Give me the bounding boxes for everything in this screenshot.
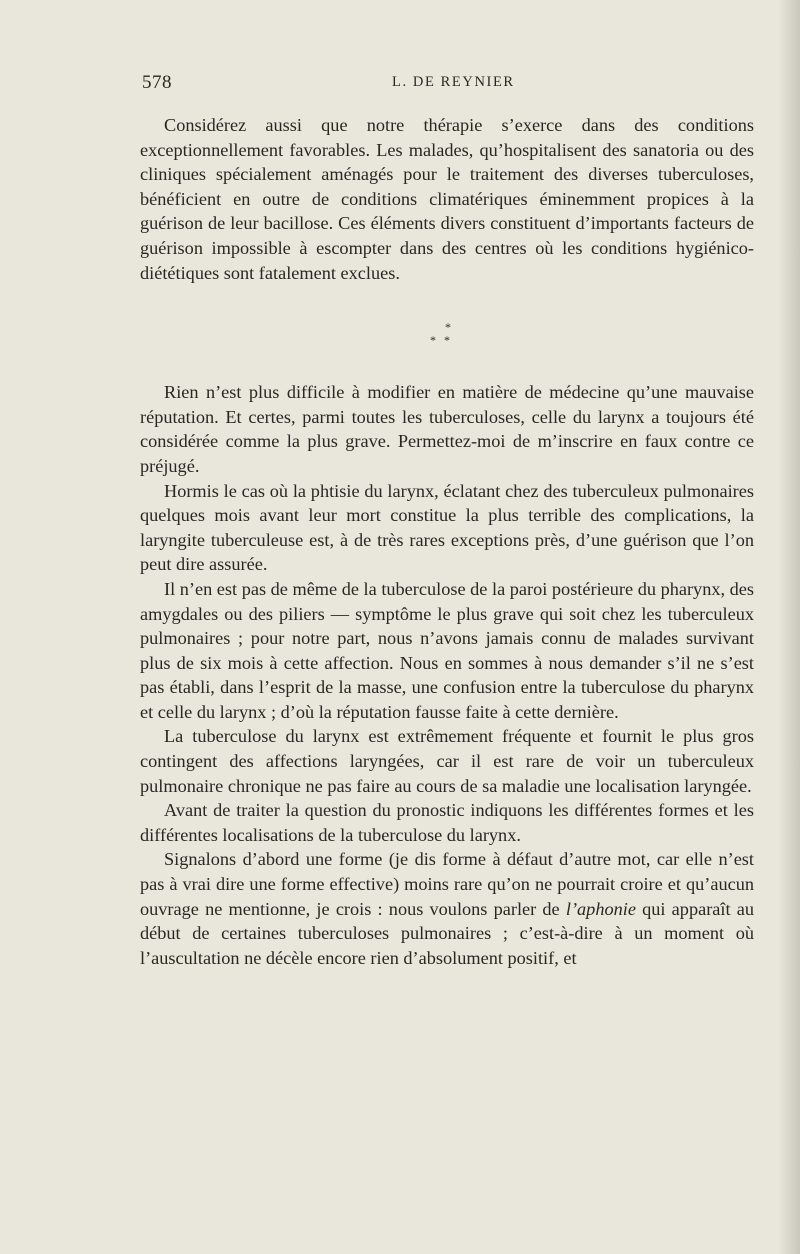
paragraph: Rien n’est plus difficile à modifier en matière de médecine qu’une mauvaise réputation. Et certes, parmi toutes les tuberculoses, celle du larynx a toujours été considérée comme la plus grave. Permettez-moi de m’inscrire en faux contre ce préjugé. [140, 382, 754, 476]
paragraph: Considérez aussi que notre thérapie s’exerce dans des conditions exceptionnellement favorables. Les malades, qu’hospitalisent des sanatoria ou des cliniques spécialement aménagés pour le traitement des diverses tuberculoses, bénéficient en outre de conditions climatériques éminemment propices à la guérison de leur bacillose. Ces éléments divers constituent d’importants facteurs de guérison impossible à escompter dans des centres où les conditions hygiénico-diététiques sont fatalement exclues. [140, 115, 754, 283]
paragraph: Avant de traiter la question du pronostic indiquons les différentes formes et les différentes localisations de la tuberculose du larynx. [140, 800, 754, 845]
running-head-author: L. DE REYNIER [392, 74, 515, 90]
section-separator [140, 295, 754, 367]
page-number: 578 [142, 72, 172, 93]
separator-star-icon: * [430, 333, 436, 348]
paragraph: Hormis le cas où la phtisie du larynx, éclatant chez des tuberculeux pulmonaires quelques mois avant leur mort constitue la plus terrible des complications, la laryngite tuberculeuse est, à de très rares exceptions près, d’une guérison que l’on peut dire assurée. [140, 480, 754, 575]
paragraph: La tuberculose du larynx est extrêmement fréquente et fournit le plus gros contingent des affections laryngées, car il est rare de voir un tuberculeux pulmonaire chronique ne pas faire au cours de sa maladie une localisation laryngée. [140, 726, 754, 796]
separator-star-icon: * [445, 320, 451, 335]
paragraph: Il n’en est pas de même de la tuberculose de la paroi postérieure du pharynx, des amygdales ou des piliers — symptôme le plus grave qui soit chez les tuberculeux pulmonaires ; pour notre part, nous n’avons jamais connu de malades survivant plus de six mois à cette affection. Nous en sommes à nous demander s’il ne s’est pas établi, dans l’esprit de la masse, une confusion entre la tuberculose du pharynx et celle du larynx ; d’où la réputation fausse faite à cette dernière. [140, 578, 754, 722]
body-text [140, 113, 754, 970]
separator-star-icon: * [444, 333, 450, 348]
page-edge-shadow [778, 0, 800, 1254]
page-header [142, 72, 752, 100]
paragraph-text: qui apparaît au début de certaines tuberculoses pulmonaires ; c’est-à-dire à un moment où l’auscultation ne décèle encore rien d’absolument positif, et [140, 898, 754, 968]
italic-term: l’aphonie [565, 898, 636, 919]
paragraph [140, 847, 754, 970]
paragraph-text: Signalons d’abord une forme (je dis forme à défaut d’autre mot, car elle n’est pas à vrai dire une forme effective) moins rare qu’on ne pourrait croire et qu’aucun ouvrage ne mentionne, je crois : nous voulons parler de [140, 849, 754, 919]
